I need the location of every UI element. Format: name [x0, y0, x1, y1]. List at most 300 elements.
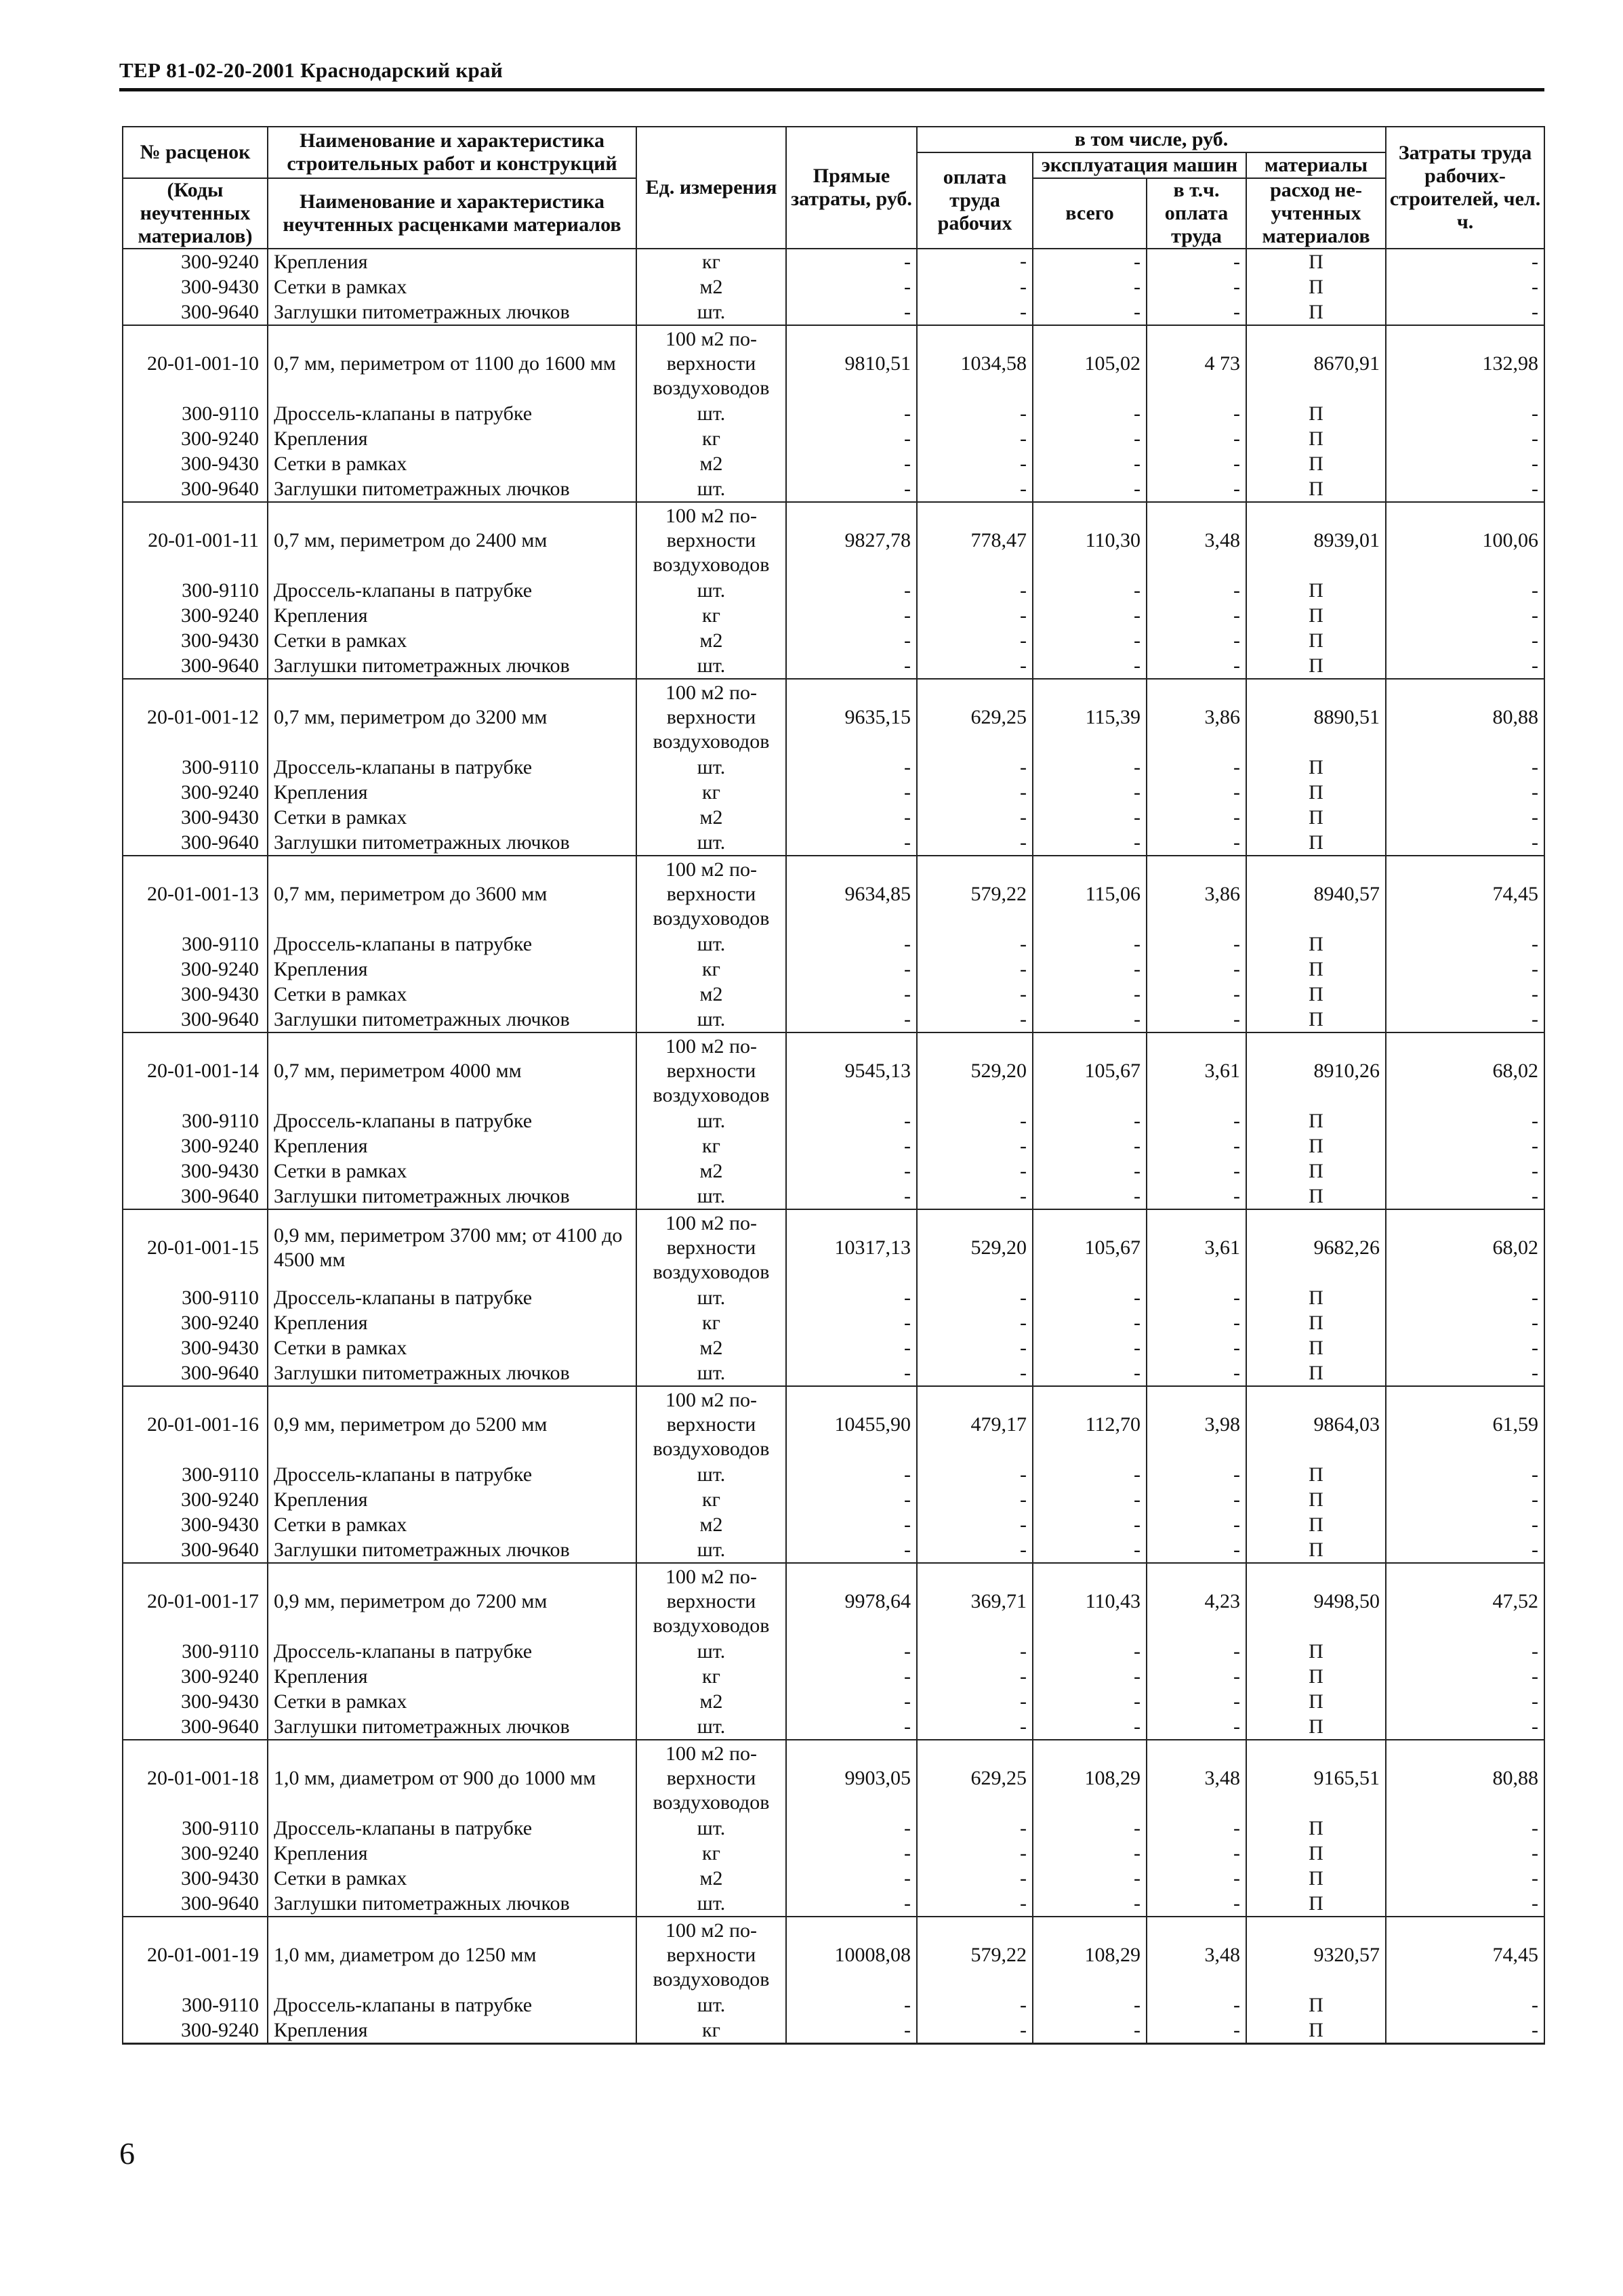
unit-cell: шт.	[636, 1639, 786, 1664]
materials-cell: П	[1246, 1537, 1386, 1563]
name-cell: 0,9 мм, периметром до 5200 мм	[268, 1386, 636, 1462]
unit-cell: шт.	[636, 932, 786, 957]
name-cell: Крепления	[268, 780, 636, 805]
direct-cost-cell: -	[786, 957, 917, 982]
machine-total-cell: -	[1033, 1335, 1147, 1360]
direct-cost-cell: -	[786, 578, 917, 603]
name-cell: Дроссель-клапаны в патрубке	[268, 1639, 636, 1664]
unit-cell: кг	[636, 1841, 786, 1866]
labor-cell: -	[1386, 932, 1544, 957]
unit-cell: шт.	[636, 476, 786, 502]
machine-wage-cell: -	[1147, 1891, 1246, 1917]
labor-cell: -	[1386, 1841, 1544, 1866]
rate-row	[123, 502, 1544, 578]
machine-wage-cell: -	[1147, 1133, 1246, 1159]
machine-total-cell: -	[1033, 1133, 1147, 1159]
code-cell: 300-9430	[123, 274, 268, 299]
machine-total-cell: -	[1033, 780, 1147, 805]
name-cell: Крепления	[268, 1133, 636, 1159]
direct-cost-cell: -	[786, 274, 917, 299]
name-cell: Крепления	[268, 603, 636, 628]
unit-cell: шт.	[636, 578, 786, 603]
labor-cell: -	[1386, 1285, 1544, 1310]
wage-cell: -	[917, 1639, 1033, 1664]
code-cell: 20-01-001-19	[123, 1917, 268, 1992]
materials-cell: П	[1246, 1714, 1386, 1740]
material-row	[123, 1866, 1544, 1891]
wage-cell: -	[917, 1462, 1033, 1487]
unit-cell: кг	[636, 426, 786, 451]
name-cell: Дроссель-клапаны в патрубке	[268, 1992, 636, 2018]
machine-total-cell: -	[1033, 755, 1147, 780]
machine-wage-cell: 4 73	[1147, 325, 1246, 401]
machine-wage-cell: -	[1147, 1992, 1246, 2018]
machine-wage-cell: -	[1147, 299, 1246, 325]
document-header: ТЕР 81-02-20-2001 Краснодарский край	[119, 58, 503, 82]
machine-total-cell: -	[1033, 1816, 1147, 1841]
unit-cell: шт.	[636, 1891, 786, 1917]
name-cell: Крепления	[268, 1487, 636, 1512]
direct-cost-cell: -	[786, 1007, 917, 1032]
materials-cell: П	[1246, 1512, 1386, 1537]
name-cell: Крепления	[268, 2018, 636, 2044]
unit-cell: шт.	[636, 1108, 786, 1133]
direct-cost-cell: -	[786, 476, 917, 502]
materials-cell: П	[1246, 1841, 1386, 1866]
code-cell: 20-01-001-12	[123, 679, 268, 755]
code-cell: 300-9640	[123, 1891, 268, 1917]
material-row	[123, 628, 1544, 653]
machine-total-cell: -	[1033, 957, 1147, 982]
code-cell: 300-9430	[123, 805, 268, 830]
unit-cell: шт.	[636, 401, 786, 426]
header-machine-wage: в т.ч. оплата труда	[1147, 178, 1246, 249]
code-cell: 300-9110	[123, 1992, 268, 2018]
name-cell: Крепления	[268, 1841, 636, 1866]
materials-cell: П	[1246, 628, 1386, 653]
materials-cell: П	[1246, 1689, 1386, 1714]
code-cell: 300-9110	[123, 1816, 268, 1841]
code-cell: 300-9240	[123, 1487, 268, 1512]
code-cell: 300-9430	[123, 1512, 268, 1537]
material-row	[123, 1816, 1544, 1841]
wage-cell: -	[917, 2018, 1033, 2044]
direct-cost-cell: 9634,85	[786, 856, 917, 932]
machine-total-cell: -	[1033, 1007, 1147, 1032]
name-cell: 1,0 мм, диаметром от 900 до 1000 мм	[268, 1740, 636, 1816]
labor-cell: -	[1386, 957, 1544, 982]
direct-cost-cell: -	[786, 1537, 917, 1563]
name-cell: Заглушки питометражных лючков	[268, 299, 636, 325]
labor-cell: -	[1386, 1310, 1544, 1335]
wage-cell: 1034,58	[917, 325, 1033, 401]
name-cell: Сетки в рамках	[268, 451, 636, 476]
machine-wage-cell: -	[1147, 476, 1246, 502]
wage-cell: -	[917, 1992, 1033, 2018]
materials-cell: П	[1246, 982, 1386, 1007]
machine-wage-cell: 3,48	[1147, 502, 1246, 578]
labor-cell: -	[1386, 1816, 1544, 1841]
labor-cell: 74,45	[1386, 1917, 1544, 1992]
name-cell: Сетки в рамках	[268, 1159, 636, 1184]
labor-cell: 74,45	[1386, 856, 1544, 932]
wage-cell: -	[917, 1866, 1033, 1891]
name-cell: Дроссель-клапаны в патрубке	[268, 1816, 636, 1841]
materials-cell: П	[1246, 1360, 1386, 1386]
machine-total-cell: -	[1033, 1866, 1147, 1891]
unit-cell: шт.	[636, 1992, 786, 2018]
direct-cost-cell: -	[786, 982, 917, 1007]
code-cell: 300-9240	[123, 249, 268, 274]
unit-cell: кг	[636, 780, 786, 805]
material-row	[123, 1992, 1544, 2018]
direct-cost-cell: -	[786, 932, 917, 957]
materials-cell: П	[1246, 1335, 1386, 1360]
labor-cell: 132,98	[1386, 325, 1544, 401]
materials-cell: П	[1246, 1184, 1386, 1209]
name-cell: Крепления	[268, 1310, 636, 1335]
material-row	[123, 1159, 1544, 1184]
material-row	[123, 780, 1544, 805]
name-cell: Дроссель-клапаны в патрубке	[268, 1108, 636, 1133]
name-cell: Заглушки питометражных лючков	[268, 830, 636, 856]
machine-total-cell: -	[1033, 578, 1147, 603]
materials-cell: П	[1246, 401, 1386, 426]
labor-cell: -	[1386, 2018, 1544, 2044]
rate-row	[123, 1032, 1544, 1108]
machine-wage-cell: 3,86	[1147, 856, 1246, 932]
labor-cell: -	[1386, 1133, 1544, 1159]
rate-row	[123, 679, 1544, 755]
materials-cell: П	[1246, 1639, 1386, 1664]
material-row	[123, 1007, 1544, 1032]
machine-total-cell: -	[1033, 1512, 1147, 1537]
direct-cost-cell: -	[786, 1891, 917, 1917]
wage-cell: -	[917, 1159, 1033, 1184]
name-cell: Сетки в рамках	[268, 982, 636, 1007]
labor-cell: -	[1386, 1664, 1544, 1689]
materials-cell: П	[1246, 1159, 1386, 1184]
name-cell: 0,9 мм, периметром до 7200 мм	[268, 1563, 636, 1639]
materials-cell: П	[1246, 1462, 1386, 1487]
machine-total-cell: -	[1033, 1689, 1147, 1714]
name-cell: 1,0 мм, диаметром до 1250 мм	[268, 1917, 636, 1992]
labor-cell: -	[1386, 755, 1544, 780]
materials-cell: П	[1246, 299, 1386, 325]
material-row	[123, 957, 1544, 982]
material-row	[123, 401, 1544, 426]
machine-total-cell: 112,70	[1033, 1386, 1147, 1462]
wage-cell: -	[917, 830, 1033, 856]
material-row	[123, 805, 1544, 830]
material-row	[123, 1184, 1544, 1209]
name-cell: Дроссель-клапаны в патрубке	[268, 401, 636, 426]
machine-wage-cell: -	[1147, 249, 1246, 274]
material-row	[123, 1133, 1544, 1159]
machine-total-cell: 105,02	[1033, 325, 1147, 401]
unit-cell: 100 м2 по-верхности воздуховодов	[636, 502, 786, 578]
unit-cell: шт.	[636, 1007, 786, 1032]
code-cell: 300-9640	[123, 653, 268, 679]
unit-cell: м2	[636, 805, 786, 830]
page-number: 6	[119, 2136, 135, 2171]
wage-cell: -	[917, 1285, 1033, 1310]
labor-cell: -	[1386, 830, 1544, 856]
unit-cell: кг	[636, 249, 786, 274]
header-unit: Ед. измерения	[636, 127, 786, 249]
machine-total-cell: -	[1033, 1462, 1147, 1487]
wage-cell: -	[917, 1133, 1033, 1159]
code-cell: 300-9430	[123, 1159, 268, 1184]
materials-cell: 8939,01	[1246, 502, 1386, 578]
name-cell: 0,9 мм, периметром 3700 мм; от 4100 до 4500 мм	[268, 1209, 636, 1285]
code-cell: 300-9240	[123, 1664, 268, 1689]
unit-cell: шт.	[636, 755, 786, 780]
machine-total-cell: -	[1033, 1891, 1147, 1917]
unit-cell: 100 м2 по-верхности воздуховодов	[636, 1740, 786, 1816]
materials-cell: 9320,57	[1246, 1917, 1386, 1992]
labor-cell: -	[1386, 1159, 1544, 1184]
wage-cell: -	[917, 1537, 1033, 1563]
machine-wage-cell: 3,48	[1147, 1740, 1246, 1816]
machine-total-cell: -	[1033, 401, 1147, 426]
machine-wage-cell: -	[1147, 426, 1246, 451]
unit-cell: м2	[636, 1512, 786, 1537]
unit-cell: 100 м2 по-верхности воздуховодов	[636, 1032, 786, 1108]
direct-cost-cell: -	[786, 1335, 917, 1360]
machine-total-cell: -	[1033, 274, 1147, 299]
machine-total-cell: -	[1033, 299, 1147, 325]
unit-cell: шт.	[636, 1714, 786, 1740]
name-cell: Дроссель-клапаны в патрубке	[268, 578, 636, 603]
material-row	[123, 1639, 1544, 1664]
materials-cell: П	[1246, 805, 1386, 830]
direct-cost-cell: -	[786, 1487, 917, 1512]
machine-wage-cell: 3,98	[1147, 1386, 1246, 1462]
machine-wage-cell: -	[1147, 1159, 1246, 1184]
rate-row	[123, 1386, 1544, 1462]
materials-cell: П	[1246, 274, 1386, 299]
materials-cell: 8940,57	[1246, 856, 1386, 932]
code-cell: 20-01-001-15	[123, 1209, 268, 1285]
header-wage: оплата труда рабочих	[917, 152, 1033, 249]
name-cell: Заглушки питометражных лючков	[268, 1714, 636, 1740]
labor-cell: -	[1386, 1108, 1544, 1133]
unit-cell: шт.	[636, 1184, 786, 1209]
labor-cell: 100,06	[1386, 502, 1544, 578]
unit-cell: м2	[636, 982, 786, 1007]
materials-cell: П	[1246, 2018, 1386, 2044]
materials-cell: П	[1246, 1007, 1386, 1032]
material-row	[123, 1285, 1544, 1310]
direct-cost-cell: 9810,51	[786, 325, 917, 401]
name-cell: 0,7 мм, периметром до 2400 мм	[268, 502, 636, 578]
name-cell: Крепления	[268, 249, 636, 274]
materials-cell: П	[1246, 1310, 1386, 1335]
machine-wage-cell: -	[1147, 1487, 1246, 1512]
direct-cost-cell: -	[786, 1360, 917, 1386]
materials-cell: П	[1246, 578, 1386, 603]
material-row	[123, 578, 1544, 603]
code-cell: 300-9430	[123, 1335, 268, 1360]
machine-total-cell: -	[1033, 476, 1147, 502]
direct-cost-cell: -	[786, 2018, 917, 2044]
machine-wage-cell: -	[1147, 578, 1246, 603]
materials-cell: П	[1246, 603, 1386, 628]
machine-wage-cell: -	[1147, 1639, 1246, 1664]
code-cell: 300-9430	[123, 1689, 268, 1714]
labor-cell: -	[1386, 476, 1544, 502]
machine-total-cell: -	[1033, 653, 1147, 679]
name-cell: Дроссель-клапаны в патрубке	[268, 932, 636, 957]
name-cell: 0,7 мм, периметром 4000 мм	[268, 1032, 636, 1108]
name-cell: Заглушки питометражных лючков	[268, 1891, 636, 1917]
labor-cell: -	[1386, 1512, 1544, 1537]
direct-cost-cell: -	[786, 299, 917, 325]
labor-cell: -	[1386, 1335, 1544, 1360]
labor-cell: -	[1386, 401, 1544, 426]
machine-wage-cell: 3,86	[1147, 679, 1246, 755]
material-row	[123, 299, 1544, 325]
wage-cell: -	[917, 1108, 1033, 1133]
materials-cell: П	[1246, 1133, 1386, 1159]
labor-cell: 80,88	[1386, 1740, 1544, 1816]
materials-cell: П	[1246, 932, 1386, 957]
wage-cell: -	[917, 653, 1033, 679]
unit-cell: м2	[636, 274, 786, 299]
materials-cell: П	[1246, 653, 1386, 679]
wage-cell: -	[917, 982, 1033, 1007]
labor-cell: 68,02	[1386, 1032, 1544, 1108]
machine-total-cell: 110,43	[1033, 1563, 1147, 1639]
machine-total-cell: -	[1033, 1537, 1147, 1563]
unit-cell: шт.	[636, 1816, 786, 1841]
code-cell: 20-01-001-16	[123, 1386, 268, 1462]
name-cell: Крепления	[268, 1664, 636, 1689]
machine-total-cell: -	[1033, 603, 1147, 628]
materials-cell: П	[1246, 957, 1386, 982]
unit-cell: м2	[636, 628, 786, 653]
name-cell: Заглушки питометражных лючков	[268, 1537, 636, 1563]
wage-cell: -	[917, 603, 1033, 628]
machine-total-cell: 110,30	[1033, 502, 1147, 578]
wage-cell: -	[917, 1664, 1033, 1689]
labor-cell: -	[1386, 628, 1544, 653]
rate-row	[123, 1740, 1544, 1816]
machine-wage-cell: -	[1147, 274, 1246, 299]
direct-cost-cell: -	[786, 1714, 917, 1740]
direct-cost-cell: -	[786, 1512, 917, 1537]
direct-cost-cell: 10455,90	[786, 1386, 917, 1462]
labor-cell: -	[1386, 603, 1544, 628]
wage-cell: -	[917, 1310, 1033, 1335]
code-cell: 300-9240	[123, 426, 268, 451]
header-machine: эксплуатация машин	[1033, 152, 1246, 178]
code-cell: 20-01-001-14	[123, 1032, 268, 1108]
labor-cell: -	[1386, 1462, 1544, 1487]
direct-cost-cell: -	[786, 1310, 917, 1335]
machine-total-cell: 105,67	[1033, 1209, 1147, 1285]
unit-cell: 100 м2 по-верхности воздуховодов	[636, 679, 786, 755]
labor-cell: -	[1386, 1007, 1544, 1032]
direct-cost-cell: 9827,78	[786, 502, 917, 578]
unit-cell: кг	[636, 1664, 786, 1689]
wage-cell: 629,25	[917, 679, 1033, 755]
code-cell: 300-9640	[123, 299, 268, 325]
direct-cost-cell: -	[786, 1462, 917, 1487]
material-row	[123, 932, 1544, 957]
wage-cell: -	[917, 1714, 1033, 1740]
code-cell: 300-9240	[123, 1310, 268, 1335]
machine-wage-cell: -	[1147, 1310, 1246, 1335]
code-cell: 300-9640	[123, 476, 268, 502]
material-row	[123, 1462, 1544, 1487]
code-cell: 300-9640	[123, 1714, 268, 1740]
labor-cell: -	[1386, 1866, 1544, 1891]
machine-wage-cell: -	[1147, 805, 1246, 830]
code-cell: 300-9110	[123, 1462, 268, 1487]
wage-cell: -	[917, 274, 1033, 299]
code-cell: 300-9110	[123, 755, 268, 780]
machine-total-cell: -	[1033, 1639, 1147, 1664]
name-cell: 0,7 мм, периметром до 3600 мм	[268, 856, 636, 932]
labor-cell: -	[1386, 1537, 1544, 1563]
material-row	[123, 982, 1544, 1007]
materials-cell: 8890,51	[1246, 679, 1386, 755]
materials-cell: П	[1246, 780, 1386, 805]
rates-table	[122, 126, 1545, 2045]
name-cell: Дроссель-клапаны в патрубке	[268, 1285, 636, 1310]
machine-total-cell: 105,67	[1033, 1032, 1147, 1108]
labor-cell: -	[1386, 780, 1544, 805]
code-cell: 300-9240	[123, 1841, 268, 1866]
unit-cell: шт.	[636, 830, 786, 856]
code-cell: 300-9430	[123, 628, 268, 653]
machine-total-cell: -	[1033, 1184, 1147, 1209]
machine-wage-cell: -	[1147, 1184, 1246, 1209]
code-cell: 300-9240	[123, 603, 268, 628]
direct-cost-cell: 10008,08	[786, 1917, 917, 1992]
materials-cell: П	[1246, 1285, 1386, 1310]
machine-wage-cell: -	[1147, 932, 1246, 957]
machine-wage-cell: 3,61	[1147, 1032, 1246, 1108]
wage-cell: 579,22	[917, 1917, 1033, 1992]
wage-cell: 529,20	[917, 1032, 1033, 1108]
machine-wage-cell: -	[1147, 1816, 1246, 1841]
wage-cell: -	[917, 957, 1033, 982]
wage-cell: -	[917, 628, 1033, 653]
machine-total-cell: -	[1033, 1487, 1147, 1512]
name-cell: Заглушки питометражных лючков	[268, 1360, 636, 1386]
machine-wage-cell: -	[1147, 1689, 1246, 1714]
machine-wage-cell: -	[1147, 1007, 1246, 1032]
machine-total-cell: 115,39	[1033, 679, 1147, 755]
machine-wage-cell: -	[1147, 1537, 1246, 1563]
wage-cell: -	[917, 1816, 1033, 1841]
code-cell: 300-9110	[123, 1108, 268, 1133]
material-row	[123, 1335, 1544, 1360]
labor-cell: -	[1386, 299, 1544, 325]
code-cell: 300-9240	[123, 957, 268, 982]
wage-cell: -	[917, 932, 1033, 957]
table-header	[123, 127, 1544, 249]
machine-wage-cell: -	[1147, 982, 1246, 1007]
direct-cost-cell: -	[786, 1689, 917, 1714]
wage-cell: -	[917, 249, 1033, 274]
material-row	[123, 1841, 1544, 1866]
materials-cell: 8910,26	[1246, 1032, 1386, 1108]
wage-cell: -	[917, 1487, 1033, 1512]
